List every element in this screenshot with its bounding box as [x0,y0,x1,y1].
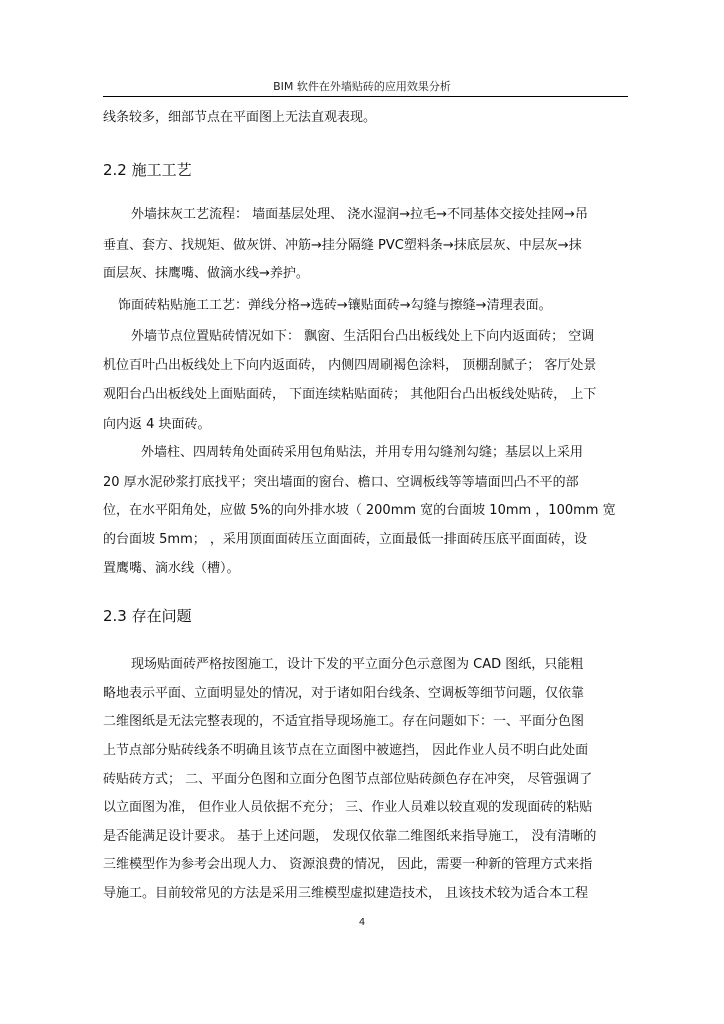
paragraph-line: 位，在水平阳角处，应做 5%的向外排水坡（ 200mm 宽的台面坡 10mm ，100mm 宽 [103,503,616,518]
paragraph-line: 饰面砖粘贴施工工艺：弹线分格→选砖→镶贴面砖→勾缝与擦缝→清理表面。 [118,298,552,313]
page-number: 4 [358,917,366,928]
paragraph-line: 外墙抹灰工艺流程： 墙面基层处理、 浇水湿润→拉毛→不同基体交接处挂网→吊 [131,207,588,222]
paragraph-line: 的台面坡 5mm； ，采用顶面面砖压立面面砖，立面最低一排面砖压底平面面砖，设 [103,532,587,547]
paragraph-line: 置鹰嘴、滴水线（槽）。 [103,561,240,576]
paragraph-line: 三维模型作为参考会出现人力、 资源浪费的情况， 因此，需要一种新的管理方式来指 [103,857,593,872]
paragraph-line: 向内返 4 块面砖。 [103,417,211,432]
paragraph-line: 机位百叶凸出板线处上下向内返面砖， 内侧四周刷褐色涂料， 顶棚刮腻子； 客厅处景 [103,358,597,373]
paragraph-line: 线条较多，细部节点在平面图上无法直观表现。 [103,110,377,125]
paragraph-line: 是否能满足设计要求。 基于上述问题， 发现仅依靠二维图纸来指导施工， 没有清晰的 [103,829,597,844]
paragraph-line: 略地表示平面、立面明显处的情况，对于诸如阳台线条、空调板等细节问题，仅依靠 [103,686,585,701]
paragraph-line: 导施工。目前较常见的方法是采用三维模型虚拟建造技术， 且该技术较为适合本工程 [103,886,589,901]
paragraph-line: 外墙节点位置贴砖情况如下： 飘窗、生活阳台凸出板线处上下向内返面砖； 空调 [131,329,595,344]
paragraph-line: 外墙柱、四周转角处面砖采用包角贴法，并用专用勾缝剂勾缝；基层以上采用 [141,445,584,460]
paragraph-line: 垂直、套方、找规矩、做灰饼、冲筋→挂分隔缝 PVC塑料条→抹底层灰、中层灰→抹 [103,238,582,253]
paragraph-line: 20 厚水泥砂浆打底找平；突出墙面的窗台、檐口、空调板线等等墙面凹凸不平的部 [103,475,579,490]
paragraph-line: 上节点部分贴砖线条不明确且该节点在立面图中被遮挡， 因此作业人员不明白此处面 [103,743,589,758]
paragraph-line: 二维图纸是无法完整表现的，不适宜指导现场施工。存在问题如下：一、平面分色图 [103,714,585,729]
section-heading-2-3: 2.3 存在问题 [103,607,192,625]
running-header: BIM 软件在外墙贴砖的应用效果分析 [273,80,451,93]
paragraph-line: 以立面图为准， 但作业人员依据不充分； 三、作业人员难以较直观的发现面砖的粘贴 [103,800,593,815]
paragraph-line: 观阳台凸出板线处上面贴面砖， 下面连续粘贴面砖； 其他阳台凸出板线处贴砖， 上下 [103,387,597,402]
paragraph-line: 现场贴面砖严格按图施工，设计下发的平立面分色示意图为 CAD 图纸，只能粗 [131,657,584,672]
section-heading-2-2: 2.2 施工工艺 [103,161,192,179]
header-rule [103,96,628,97]
paragraph-line: 面层灰、抹鹰嘴、做滴水线→养护。 [103,266,309,281]
paragraph-line: 砖贴砖方式； 二、平面分色图和立面分色图节点部位贴砖颜色存在冲突， 尽管强调了 [103,772,593,787]
